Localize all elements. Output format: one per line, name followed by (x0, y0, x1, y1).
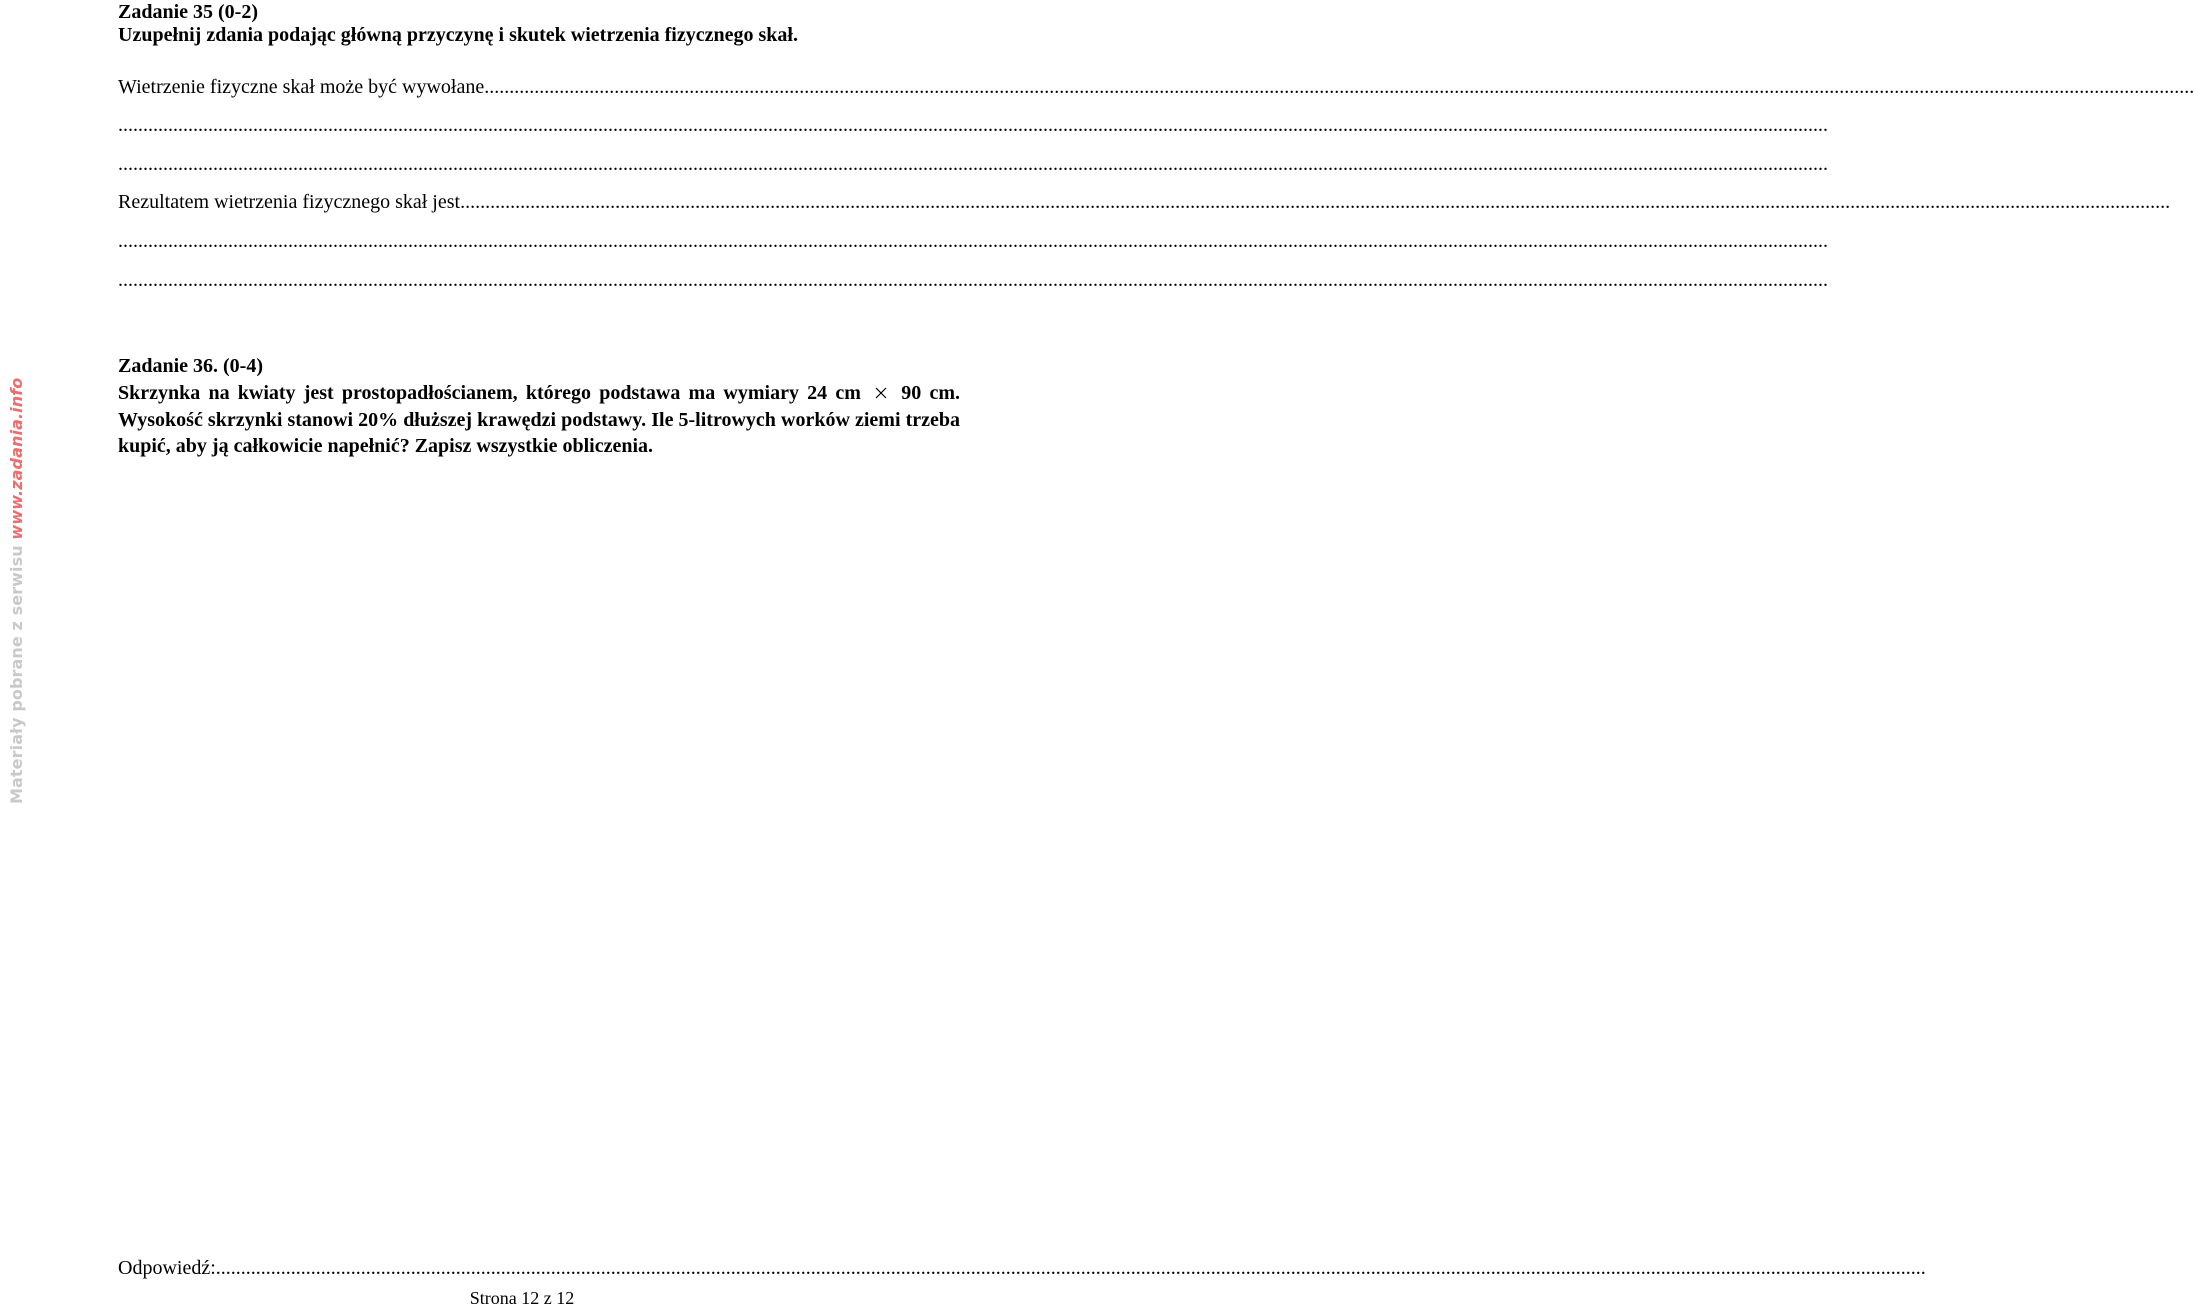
task35-answer-line-1[interactable] (118, 75, 2194, 99)
task36-text-part1: Skrzynka na kwiaty jest prostopadłościanem, którego podstawa ma wymiary 24 cm (118, 382, 861, 404)
task35-sentence-2: Rezultatem wietrzenia fizycznego skał jest (118, 191, 461, 213)
multiplication-sign-icon (869, 386, 893, 400)
task35-answer-line-2[interactable]: ...................................................................................................................................................................................................................................................................................................................................................... (118, 114, 1828, 136)
page-footer (0, 1287, 960, 1309)
task35-title: Zadanie 35 (0-2) (118, 1, 258, 23)
answer-line[interactable] (118, 1256, 1926, 1280)
task35-answer-line-5[interactable]: ...................................................................................................................................................................................................................................................................................................................................................... (118, 230, 1828, 252)
dotted-fill: ...................................................................................................................................................................................................................................................................................................................................................... (215, 1257, 1926, 1279)
dotted-fill: ...................................................................................................................................................................................................................................................................................................................................................... (460, 191, 2171, 213)
task36-text-part2: 90 cm. Wysokość skrzynki stanowi 20% dłuższej krawędzi podstawy. Ile 5-litrowych worków ziemi trzeba kupić, aby ją całkowicie napełnić? Zapisz wszystkie obliczenia. (118, 382, 961, 457)
task35-answer-line-6[interactable]: ...................................................................................................................................................................................................................................................................................................................................................... (118, 269, 1828, 291)
task35-instruction: Uzupełnij zdania podając główną przyczynę i skutek wietrzenia fizycznego skał. (118, 24, 798, 46)
watermark-site: www.zadania.info (7, 377, 26, 540)
watermark (0, 377, 34, 804)
watermark-prefix: Materiały pobrane z serwisu (7, 539, 26, 804)
task36-title: Zadanie 36. (0-4) (118, 355, 263, 377)
task35-answer-line-4[interactable] (118, 190, 2171, 214)
dotted-fill: ...................................................................................................................................................................................................................................................................................................................................................... (484, 76, 2194, 98)
task36-text (118, 380, 960, 460)
task35-sentence-1: Wietrzenie fizyczne skał może być wywołane (118, 76, 485, 98)
page-number: Strona 12 z 12 (469, 1288, 575, 1308)
answer-label: Odpowiedź: (118, 1257, 216, 1279)
task35-answer-line-3[interactable]: ...................................................................................................................................................................................................................................................................................................................................................... (118, 153, 1828, 175)
